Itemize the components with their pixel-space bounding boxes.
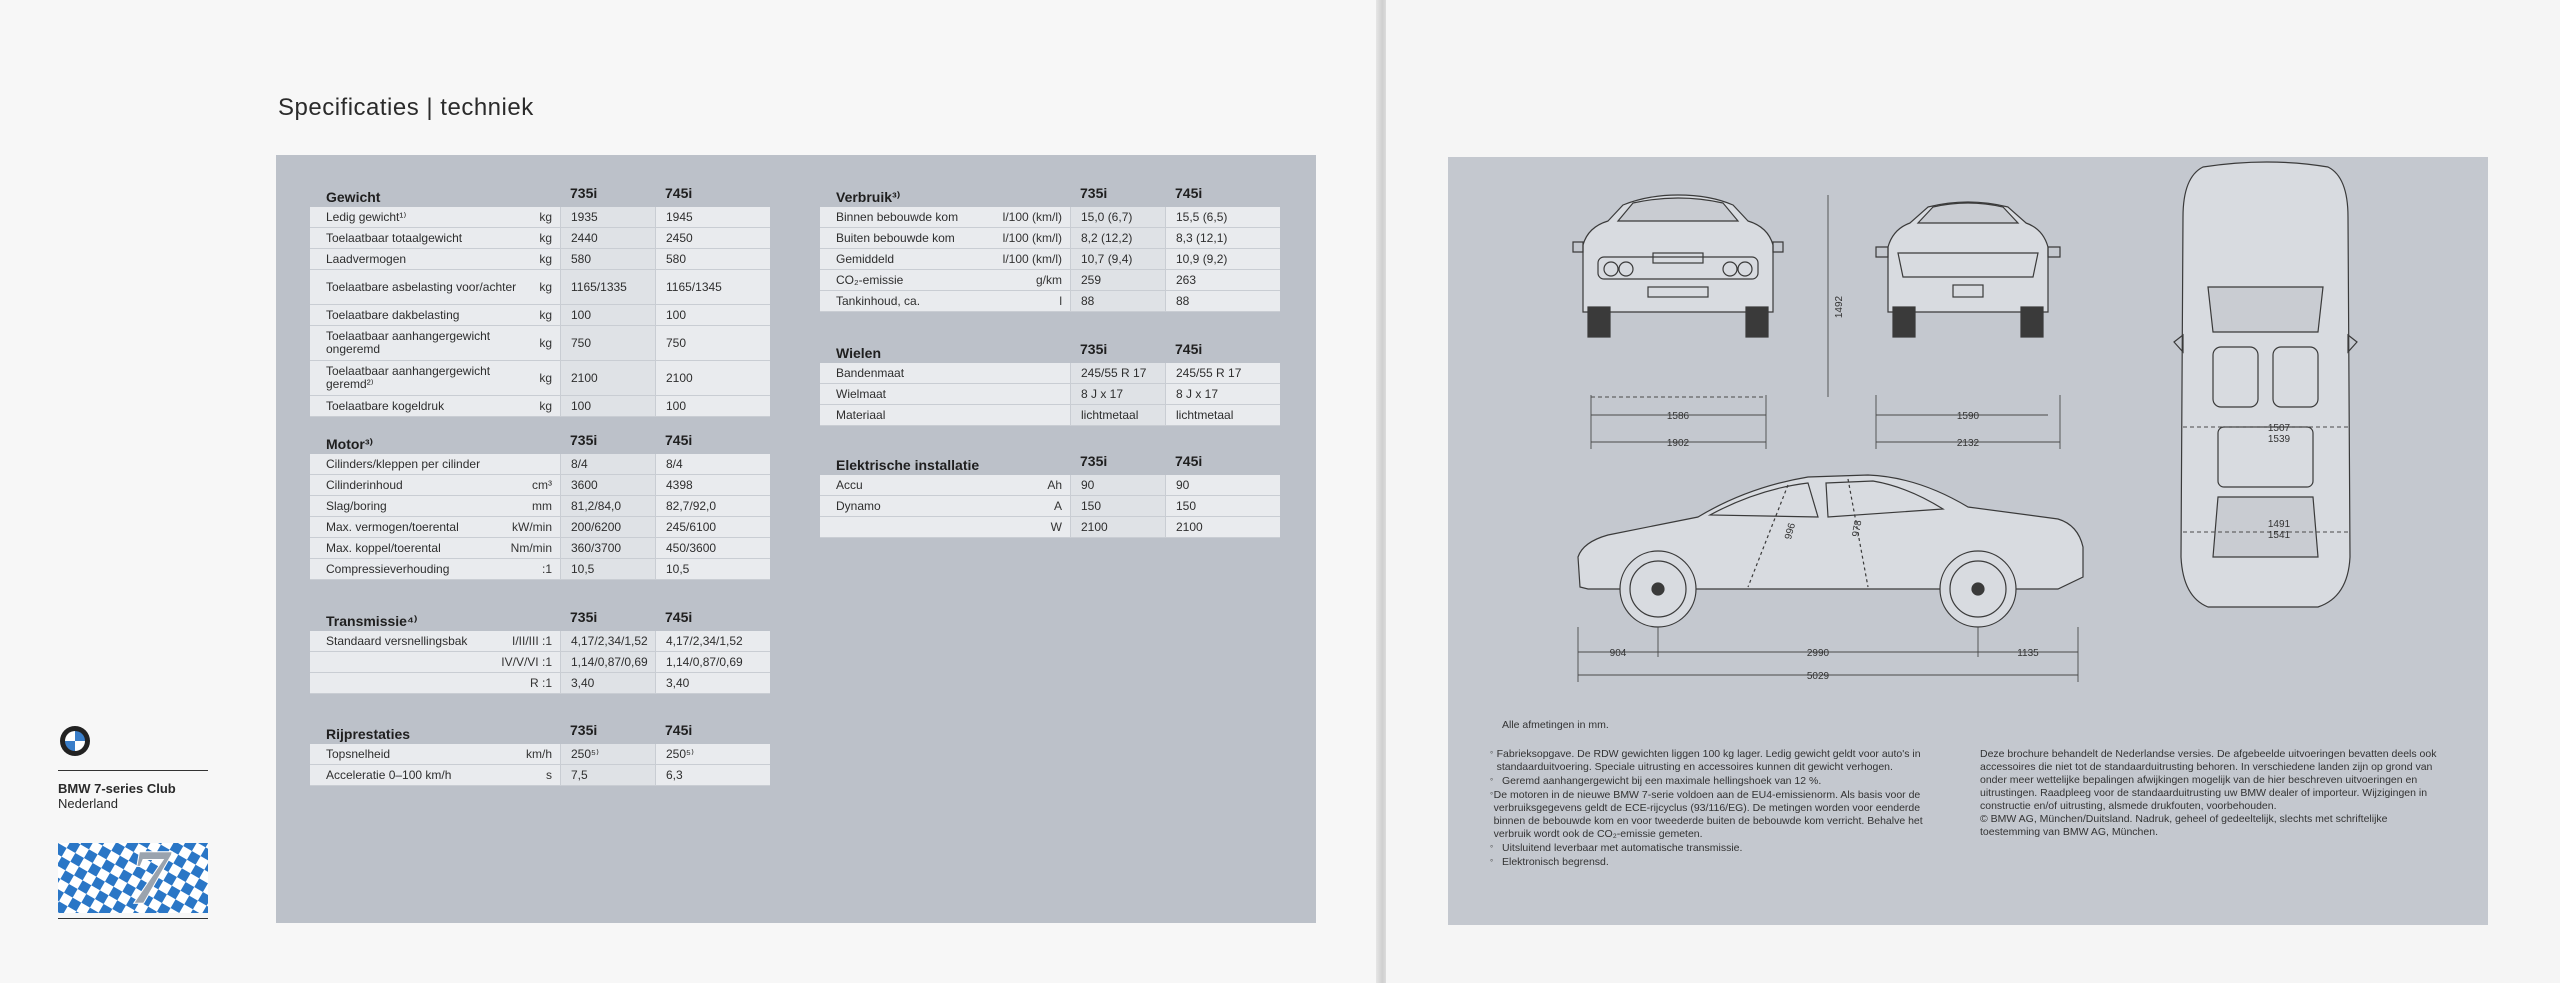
table-row [820,496,1280,517]
row-unit: s [546,767,552,782]
row-label: Max. vermogen/toerental [326,519,459,534]
value-735i: 10,5 [560,559,655,579]
row-label-cell [310,211,560,224]
car-dimension-drawing [1448,157,2488,717]
row-label-cell [310,521,560,534]
value-745i: 2450 [655,228,750,248]
row-unit: A [1053,498,1062,513]
value-735i: 3600 [560,475,655,495]
value-735i: 8,2 (12,2) [1070,228,1165,248]
table-row [820,405,1280,426]
value-735i: 81,2/84,0 [560,496,655,516]
value-745i: 15,5 (6,5) [1165,207,1260,227]
row-label-cell [310,479,560,492]
value-735i: 580 [560,249,655,269]
divider [58,770,208,771]
footnote [1490,842,1950,855]
row-unit: kg [539,307,552,322]
section-title: Elektrische installatie [836,457,980,473]
row-label: Topsnelheid [326,746,391,761]
club-country: Nederland [58,796,118,811]
column-header: 735i [570,722,598,738]
dim-top-front-a: 1507 [2267,423,2291,434]
table-row [310,270,770,305]
value-745i: 4,17/2,34/1,52 [655,631,750,651]
table-row [310,454,770,475]
value-735i: 1165/1335 [560,270,655,304]
row-label: CO₂-emissie [836,272,904,287]
row-unit: kg [539,335,552,350]
footnote [1490,789,1950,841]
row-unit: I/II/III :1 [511,633,552,648]
value-745i: 245/6100 [655,517,750,537]
table-transmissie [310,606,770,694]
row-label-cell [820,500,1070,513]
row-label-cell [820,479,1070,492]
column-header: 745i [665,722,693,738]
section-header [820,182,1280,207]
row-label-cell [310,458,560,471]
section-header [820,450,1280,475]
value-745i: 100 [655,305,750,325]
row-label-cell [820,388,1070,401]
value-745i: 88 [1165,291,1260,311]
row-unit: kg [539,370,552,385]
table-row [310,305,770,326]
value-745i: 1165/1345 [655,270,750,304]
footnote-text: Elektronisch begrensd. [1502,856,1609,868]
row-unit: IV/V/VI :1 [501,654,552,669]
side-view-outline [1578,475,2083,627]
divider [58,918,208,919]
footnote-text: Geremd aanhangergewicht bij een maximale hellingshoek van 12 %. [1502,775,1822,787]
table-gewicht [310,182,770,417]
dim-top-rear-b: 1541 [2267,530,2291,541]
table-row [310,249,770,270]
row-label: Buiten bebouwde kom [836,230,955,245]
rear-view-outline [1876,202,2060,337]
notes-intro: Alle afmetingen in mm. [1502,719,1609,731]
row-label-cell [310,563,560,576]
value-745i: 90 [1165,475,1260,495]
section-header [310,606,770,631]
value-735i: 150 [1070,496,1165,516]
table-row [310,744,770,765]
table-row [310,631,770,652]
value-735i: lichtmetaal [1070,405,1165,425]
club-block [58,726,208,811]
row-label-cell [310,281,560,294]
row-unit: mm [532,498,552,513]
table-row [310,207,770,228]
value-735i: 2100 [560,361,655,395]
dim-length: 5029 [1806,671,1830,682]
row-label-cell [310,656,560,669]
table-row [310,361,770,396]
row-unit: l/100 (km/l) [1002,251,1062,266]
row-label-cell [310,365,560,391]
row-label: Toelaatbaar aanhangergewicht ongeremd [326,329,491,356]
dim-front-track: 1586 [1666,411,1690,422]
value-745i: 10,5 [655,559,750,579]
value-735i: 245/55 R 17 [1070,363,1165,383]
value-735i: 3,40 [560,673,655,693]
dim-rear-width: 2132 [1956,438,1980,449]
footnote-marker: ° [1490,791,1494,800]
value-745i: 450/3600 [655,538,750,558]
value-735i: 100 [560,305,655,325]
table-row [310,326,770,361]
table-row [820,384,1280,405]
column-header: 745i [1175,185,1203,201]
row-label-cell [820,232,1070,245]
row-unit: kg [539,230,552,245]
club-logo [58,843,208,913]
legal-notes [1980,748,2440,839]
value-735i: 200/6200 [560,517,655,537]
row-unit: kg [539,279,552,294]
value-735i: 7,5 [560,765,655,785]
value-735i: 8/4 [560,454,655,474]
dim-side-a: 996 [1783,521,1799,541]
row-label-cell [310,635,560,648]
dim-top-rear-a: 1491 [2267,519,2291,530]
dim-front-width: 1902 [1666,438,1690,449]
table-row [310,475,770,496]
value-745i: 6,3 [655,765,750,785]
column-header: 745i [665,432,693,448]
row-label-cell [820,409,1070,422]
row-label: Toelaatbare asbelasting voor/achter [326,279,517,294]
row-label: Binnen bebouwde kom [836,209,959,224]
row-unit: l/100 (km/l) [1002,230,1062,245]
table-row [820,475,1280,496]
value-745i: 8 J x 17 [1165,384,1260,404]
row-label-cell [310,330,560,356]
value-735i: 10,7 (9,4) [1070,249,1165,269]
table-motor [310,429,770,580]
column-header: 735i [1080,341,1108,357]
value-735i: 1,14/0,87/0,69 [560,652,655,672]
section-header [820,338,1280,363]
dim-overhang-front: 904 [1609,648,1627,659]
row-label-cell [820,253,1070,266]
row-label: Bandenmaat [836,365,905,380]
row-label-cell [820,521,1070,534]
value-735i: 2440 [560,228,655,248]
row-unit: km/h [525,746,552,761]
value-745i: 2100 [1165,517,1260,537]
value-745i: 150 [1165,496,1260,516]
row-unit: l/100 (km/l) [1002,209,1062,224]
value-745i: 263 [1165,270,1260,290]
row-label: Wielmaat [836,386,887,401]
column-header: 745i [1175,453,1203,469]
value-735i: 8 J x 17 [1070,384,1165,404]
value-745i: 8,3 (12,1) [1165,228,1260,248]
value-745i: 1945 [655,207,750,227]
table-row [310,517,770,538]
section-title: Verbruik³⁾ [836,189,901,205]
row-label: Materiaal [836,407,886,422]
value-745i: 580 [655,249,750,269]
table-row [820,291,1280,312]
row-label-cell [310,542,560,555]
footnote [1490,775,1950,788]
dim-height: 1492 [1834,295,1845,319]
section-title: Motor³⁾ [326,436,373,452]
top-view-outline [2174,162,2357,607]
footnote-marker: ° [1490,750,1494,759]
value-735i: 90 [1070,475,1165,495]
logo-numeral: 7 [130,843,170,913]
column-header: 735i [1080,185,1108,201]
value-745i: 2100 [655,361,750,395]
front-view-outline [1573,195,1783,337]
row-label-cell [310,769,560,782]
section-header [310,182,770,207]
table-row [310,652,770,673]
row-label: Laadvermogen [326,251,407,266]
dim-rear-track: 1590 [1956,411,1980,422]
table-wielen [820,338,1280,426]
table-row [820,228,1280,249]
table-row [820,249,1280,270]
copyright: © BMW AG, München/Duitsland. Nadruk, geheel of gedeeltelijk, slechts met schriftelijke toestemming van BMW AG, München. [1980,813,2388,838]
table-rijprestaties [310,719,770,786]
row-unit: cm³ [532,477,552,492]
value-745i: 100 [655,396,750,416]
row-unit: :1 [541,561,552,576]
row-label: Toelaatbare dakbelasting [326,307,460,322]
section-title: Gewicht [326,189,381,205]
value-745i: 8/4 [655,454,750,474]
row-unit: g/km [1035,272,1062,287]
value-745i: 750 [655,326,750,360]
row-label: Acceleratie 0–100 km/h [326,767,452,782]
table-row [310,559,770,580]
row-label: Toelaatbaar aanhangergewicht geremd²⁾ [326,364,491,391]
row-label-cell [820,295,1070,308]
section-title: Transmissie⁴⁾ [326,613,418,629]
column-header: 745i [665,185,693,201]
section-title: Wielen [836,345,881,361]
value-745i: 245/55 R 17 [1165,363,1260,383]
row-label: Accu [836,477,863,492]
value-735i: 88 [1070,291,1165,311]
dim-wheelbase: 2990 [1806,648,1830,659]
row-label: Ledig gewicht¹⁾ [326,209,407,224]
value-745i: 250⁵⁾ [655,744,750,764]
row-label-cell [820,367,1070,380]
column-header: 745i [665,609,693,625]
table-row [820,363,1280,384]
column-header: 745i [1175,341,1203,357]
row-unit: R :1 [529,675,552,690]
row-label-cell [310,500,560,513]
value-735i: 15,0 (6,7) [1070,207,1165,227]
dim-top-front-b: 1539 [2267,434,2291,445]
column-header: 735i [570,432,598,448]
footnote-text: Fabrieksopgave. De RDW gewichten liggen 100 kg lager. Ledig gewicht geldt voor auto's in standaarduitvoering. Speciale uitrusting en accessoires kunnen dit gewicht verhogen. [1496,748,1921,773]
row-unit: l [1059,293,1062,308]
row-unit: Ah [1047,477,1062,492]
value-745i: 1,14/0,87/0,69 [655,652,750,672]
footnotes [1490,748,1950,870]
footnote-text: De motoren in de nieuwe BMW 7-serie voldoen aan de EU4-emissienorm. Als basis voor de verbruiksgegevens geldt de ECE-rijcyclus (93/116/EG). De metingen worden voor eenderde binnen de bebouwde kom en voor tweederde buiten de bebouwde kom verricht. Behalve het verbruik wordt ook de CO₂-emissie gemeten. [1493,789,1923,840]
value-735i: 2100 [1070,517,1165,537]
table-row [820,207,1280,228]
table-row [820,270,1280,291]
legal-paragraph: Deze brochure behandelt de Nederlandse versies. De afgebeelde uitvoeringen bevatten deels ook accessoires die niet tot de standaarduitrusting behoren. In verschiedene landen zijn op grond van onder meer wettelijke bepalingen afwijkingen mogelijk van de hier beschreven uitvoeringen en uitrustingen. Raadpleeg voor de standaarduitrusting uw BMW dealer of importeur. Wijzigingen in constructie en/of uitrusting, alsmede drukfouten, voorbehouden. [1980,748,2437,812]
row-label-cell [820,274,1070,287]
footnote [1490,748,1950,774]
section-header [310,429,770,454]
row-label-cell [310,677,560,690]
value-735i: 100 [560,396,655,416]
value-745i: 4398 [655,475,750,495]
table-verbruik [820,182,1280,312]
row-unit: kg [539,398,552,413]
row-label-cell [310,232,560,245]
row-unit: W [1050,519,1062,534]
value-745i: lichtmetaal [1165,405,1260,425]
dim-overhang-rear: 1135 [2017,648,2039,659]
value-745i: 3,40 [655,673,750,693]
table-row [310,496,770,517]
row-label-cell [310,400,560,413]
row-label: Gemiddeld [836,251,895,266]
row-label: Compressieverhouding [326,561,450,576]
row-label-cell [310,309,560,322]
dim-side-b: 978 [1850,519,1865,538]
footnote-marker: ° [1490,777,1494,786]
column-header: 735i [1080,453,1108,469]
table-row [310,673,770,694]
club-name: BMW 7-series Club [58,781,176,796]
row-label: Slag/boring [326,498,387,513]
row-label: Dynamo [836,498,881,513]
row-label: Max. koppel/toerental [326,540,441,555]
table-row [310,396,770,417]
row-unit: kg [539,251,552,266]
row-label: Cilinders/kleppen per cilinder [326,456,481,471]
value-735i: 750 [560,326,655,360]
section-header [310,719,770,744]
row-label: Toelaatbare kogeldruk [326,398,445,413]
table-row [310,228,770,249]
value-735i: 1935 [560,207,655,227]
row-label-cell [820,211,1070,224]
row-label: Standaard versnellingsbak [326,633,468,648]
row-label: Tankinhoud, ca. [836,293,921,308]
column-header: 735i [570,185,598,201]
footnote-marker: ° [1490,844,1494,853]
section-title: Rijprestaties [326,726,411,742]
row-label-cell [310,253,560,266]
value-735i: 259 [1070,270,1165,290]
row-label: Toelaatbaar totaalgewicht [326,230,463,245]
row-label-cell [310,748,560,761]
page-title: Specificaties | techniek [278,94,534,121]
table-row [310,538,770,559]
footnote-text: Uitsluitend leverbaar met automatische transmissie. [1502,842,1743,854]
bmw-roundel-icon [60,726,90,756]
row-unit: Nm/min [510,540,552,555]
table-elektrisch [820,450,1280,538]
row-unit: kW/min [512,519,552,534]
table-row [820,517,1280,538]
footnote-marker: ° [1490,858,1494,867]
row-label: Cilinderinhoud [326,477,403,492]
value-745i: 82,7/92,0 [655,496,750,516]
row-unit: kg [539,209,552,224]
footnote [1490,856,1950,869]
table-row [310,765,770,786]
value-735i: 4,17/2,34/1,52 [560,631,655,651]
value-735i: 360/3700 [560,538,655,558]
column-header: 735i [570,609,598,625]
value-735i: 250⁵⁾ [560,744,655,764]
value-745i: 10,9 (9,2) [1165,249,1260,269]
